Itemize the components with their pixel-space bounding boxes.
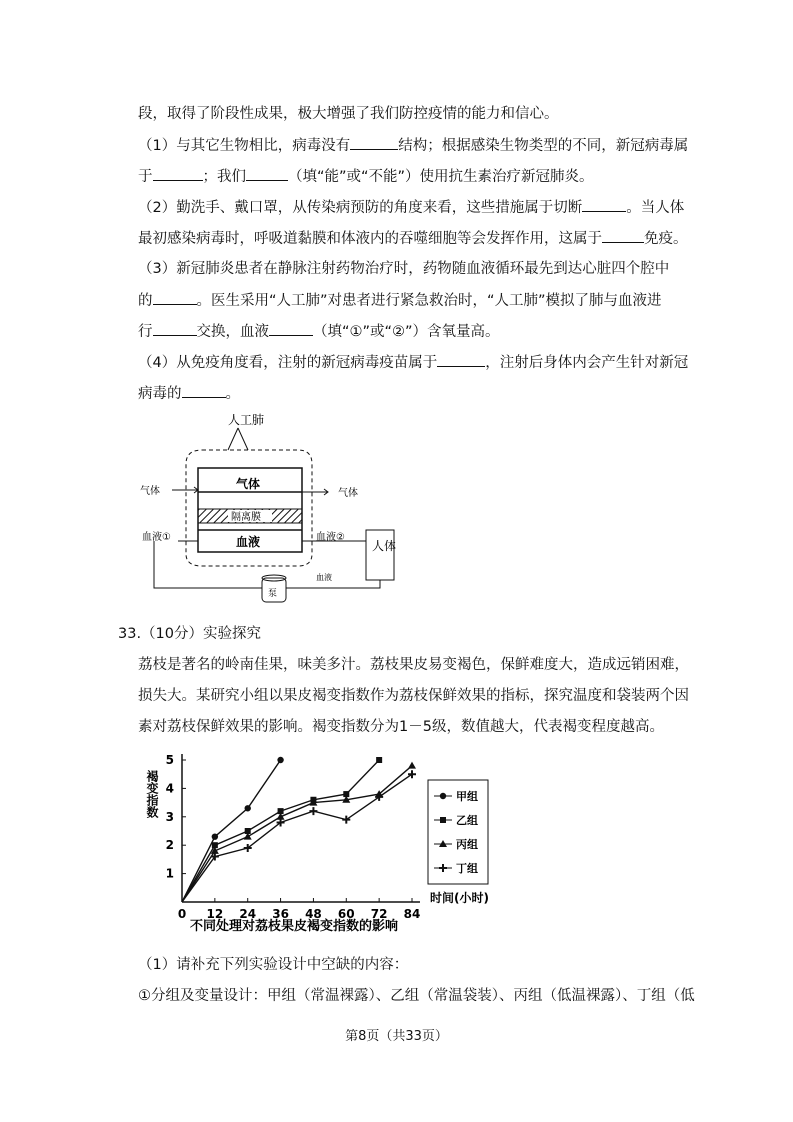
q33-1-line1: （1）请补充下列实验设计中空缺的内容：	[138, 957, 409, 973]
browning-index-chart	[145, 742, 495, 942]
data-point	[408, 762, 416, 769]
q2-text-c: 最初感染病毒时，呼吸道黏膜和体液内的吞噬细胞等会发挥作用，这属于	[138, 231, 602, 247]
q1-text-d: ；我们	[202, 169, 246, 185]
human-body-box	[366, 530, 397, 580]
gas-label: 气体	[236, 477, 261, 491]
q4-text-d: 。	[225, 386, 240, 402]
data-point	[212, 833, 218, 839]
pump-label: 泵	[268, 589, 278, 599]
q2-line1	[138, 197, 684, 218]
blood-label: 血液	[236, 535, 261, 549]
answer-blank	[153, 290, 197, 305]
q3-text-b: 的	[138, 293, 153, 309]
q2-line2	[138, 228, 688, 249]
pump-blood-label: 血液	[316, 573, 332, 582]
chart-legend	[428, 780, 488, 884]
q1-text-e: （填“能”或“不能”）使用抗生素治疗新冠肺炎。	[288, 169, 594, 185]
chart-xlabel: 时间(小时)	[430, 891, 489, 905]
q1-text-c: 于	[138, 169, 153, 185]
q2-text-a: （2）勤洗手、戴口罩，从传染病预防的角度来看，这些措施属于切断	[138, 200, 583, 216]
answer-blank	[437, 352, 485, 367]
legend-marker	[440, 793, 446, 799]
legend-label: 乙组	[456, 814, 478, 827]
x-tick-label: 72	[370, 907, 388, 921]
q3-text-d: 行	[138, 324, 153, 340]
q1-line1	[138, 135, 688, 156]
x-tick-label: 84	[403, 907, 421, 921]
q4-text-c: 病毒的	[138, 386, 182, 402]
q4-text-b: ，注射后身体内会产生针对新冠	[485, 355, 689, 371]
chart-lines	[182, 757, 416, 902]
answer-blank	[602, 228, 644, 243]
data-point	[408, 770, 416, 778]
q4-line1	[138, 352, 688, 373]
q33-para-line3: 素对荔枝保鲜效果的影响。褐变指数分为1－5级，数值越大，代表褐变程度越高。	[138, 719, 664, 735]
q3-line3	[138, 321, 500, 342]
q3-line1: （3）新冠肺炎患者在静脉注射药物治疗时，药物随血液循环最先到达心脏四个腔中	[138, 261, 670, 277]
q4-text-a: （4）从免疫角度看，注射的新冠病毒疫苗属于	[138, 355, 438, 371]
x-tick-label: 24	[239, 907, 257, 921]
q2-text-b: 。当人体	[626, 200, 685, 216]
membrane-label: 隔离膜	[231, 512, 261, 523]
chart-title: 不同处理对荔枝果皮褐变指数的影响	[190, 919, 399, 934]
answer-blank	[269, 321, 313, 336]
legend-label: 甲组	[456, 790, 478, 803]
y-tick-label: 1	[165, 866, 174, 881]
x-tick-label: 48	[305, 907, 322, 921]
answer-blank	[153, 321, 197, 336]
series-line-2	[182, 760, 379, 902]
data-point	[309, 807, 317, 815]
q3-text-f: （填“①”或“②”）含氧量高。	[313, 324, 500, 340]
q3-line2	[138, 290, 662, 311]
q1-line2	[138, 166, 594, 187]
x-tick-label: 60	[337, 907, 355, 921]
q3-text-e: 交换，血液	[196, 324, 269, 340]
data-point	[277, 757, 283, 763]
x-tick-label: 0	[177, 907, 187, 921]
data-point	[376, 757, 382, 763]
gas-out-label: 气体	[338, 488, 358, 499]
intro-line: 段，取得了阶段性成果，极大增强了我们防控疫情的能力和信心。	[138, 106, 559, 122]
y-tick-label: 3	[165, 809, 174, 824]
series-line-3	[182, 766, 412, 902]
q33-1-line2: ①分组及变量设计：甲组（常温裸露）、乙组（常温袋装）、丙组（低温裸露）、丁组（低	[138, 988, 695, 1004]
x-tick-label: 12	[206, 907, 224, 921]
diagram-title: 人工肺	[228, 413, 265, 427]
legend-label: 丙组	[456, 838, 478, 851]
human-label: 人体	[372, 539, 397, 553]
q4-line2	[138, 383, 240, 404]
legend-label: 丁组	[456, 862, 478, 875]
answer-blank	[350, 135, 398, 150]
q2-text-d: 免疫。	[644, 231, 688, 247]
q1-text-a: （1）与其它生物相比，病毒没有	[138, 138, 351, 154]
chart-ylabel: 褐变指数	[145, 770, 159, 818]
y-tick-label: 5	[165, 753, 174, 767]
answer-blank	[182, 383, 226, 398]
x-tick-label: 36	[272, 907, 289, 921]
title-pointer	[228, 428, 248, 450]
y-tick-label: 2	[165, 838, 174, 853]
answer-blank	[246, 166, 288, 181]
q33-para-line2: 损失大。某研究小组以果皮褐变指数作为荔枝保鲜效果的指标，探究温度和袋装两个因	[138, 688, 689, 704]
answer-blank	[153, 166, 203, 181]
q3-text-c: 。医生采用“人工肺”对患者进行紧急救治时，“人工肺”模拟了肺与血液进	[196, 293, 662, 309]
data-point	[342, 816, 350, 824]
blood1-label: 血液①	[142, 532, 171, 543]
blood2-label: 血液②	[316, 532, 345, 543]
legend-marker	[440, 817, 446, 823]
q33-header: 33.（10分）实验探究	[118, 626, 262, 642]
y-tick-label: 4	[165, 781, 174, 796]
data-point	[245, 805, 251, 811]
answer-blank	[582, 197, 626, 212]
chart-axes	[166, 753, 421, 921]
artificial-lung-diagram	[130, 408, 410, 608]
q1-text-b: 结构；根据感染生物类型的不同，新冠病毒属	[398, 138, 689, 154]
gas-in-label: 气体	[140, 486, 160, 497]
page-footer: 第8页（共33页）	[345, 1029, 448, 1044]
q33-para-line1: 荔枝是著名的岭南佳果，味美多汁。荔枝果皮易变褐色，保鲜难度大，造成远销困难，	[138, 657, 689, 673]
